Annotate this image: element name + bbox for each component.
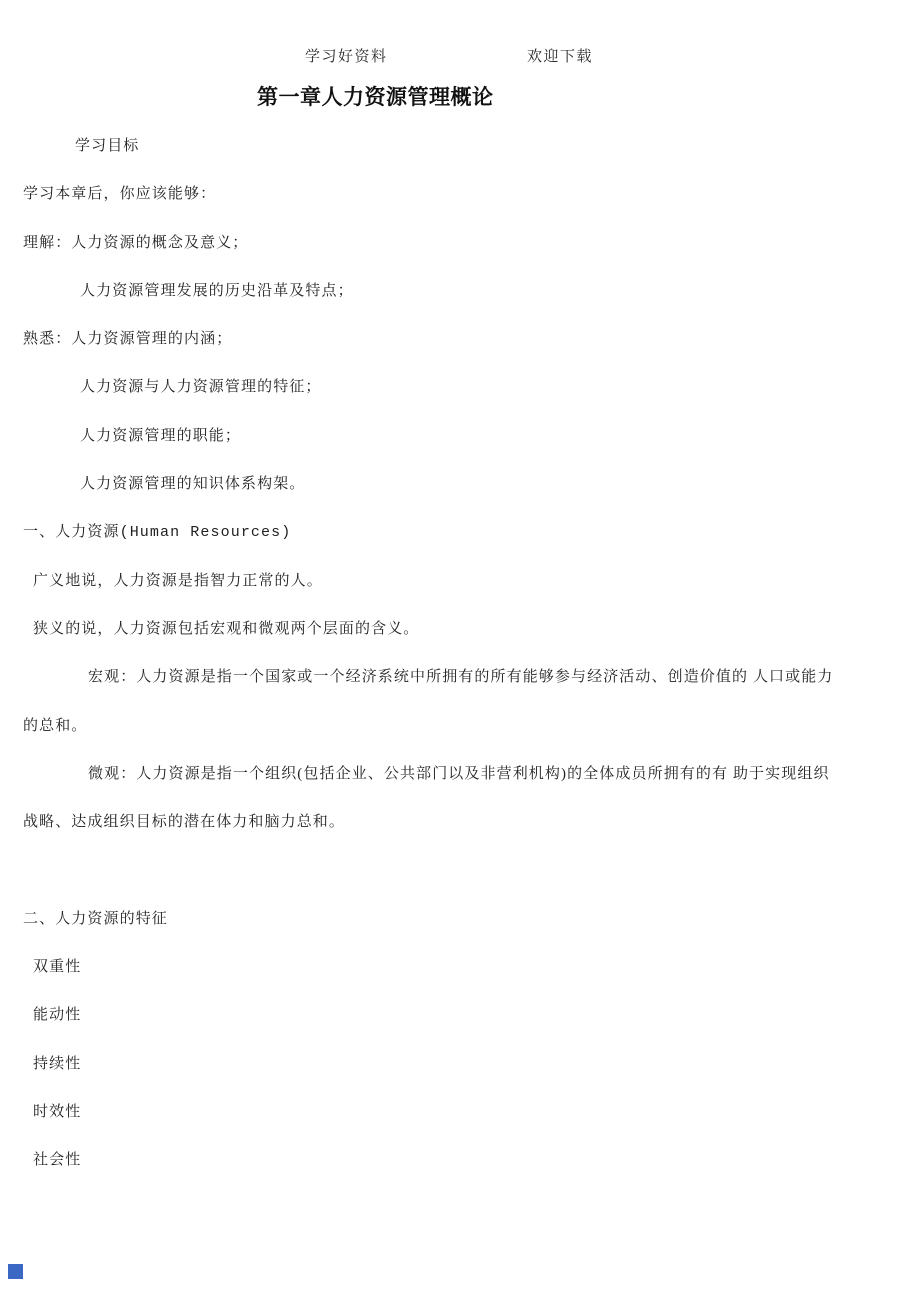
text-line: 熟悉：人力资源管理的内涵； (23, 331, 233, 348)
text-line: 双重性 (33, 959, 82, 976)
text-line: 一、人力资源(Human Resources) (23, 524, 292, 542)
text-line: 人力资源管理的知识体系构架。 (80, 476, 306, 493)
text-line: 持续性 (33, 1055, 82, 1072)
text-line (0, 861, 920, 909)
header-right-text: 欢迎下载 (527, 49, 594, 65)
text-line: 狭义的说，人力资源包括宏观和微观两个层面的含义。 (33, 620, 420, 637)
page-corner-mark (8, 1264, 23, 1279)
text-line: 宏观：人力资源是指一个国家或一个经济系统中所拥有的所有能够参与经济活动、创造价值的 人口或能力 (88, 669, 834, 686)
text-line: 二、人力资源的特征 (23, 910, 168, 927)
text-line: 人力资源管理的职能； (80, 427, 242, 444)
text-line: 时效性 (33, 1103, 82, 1120)
text-line: 广义地说，人力资源是指智力正常的人。 (33, 572, 323, 589)
text-line: 的总和。 (23, 717, 88, 734)
document-body (0, 137, 920, 1200)
text-line: 能动性 (33, 1007, 82, 1024)
text-line: 人力资源管理发展的历史沿革及特点； (80, 282, 354, 299)
header-left-text: 学习好资料 (305, 49, 388, 65)
text-line: 学习目标 (75, 138, 140, 154)
text-line: 学习本章后，你应该能够： (23, 186, 217, 203)
text-line: 战略、达成组织目标的潜在体力和脑力总和。 (23, 814, 346, 831)
text-line: 社会性 (33, 1152, 82, 1169)
page-title: 第一章人力资源管理概论 (257, 86, 494, 109)
text-line: 微观：人力资源是指一个组织(包括企业、公共部门以及非营利机构)的全体成员所拥有的有 助于实现组织 (88, 765, 830, 782)
text-line: 人力资源与人力资源管理的特征； (80, 379, 322, 396)
text-line: 理解：人力资源的概念及意义； (23, 234, 249, 251)
